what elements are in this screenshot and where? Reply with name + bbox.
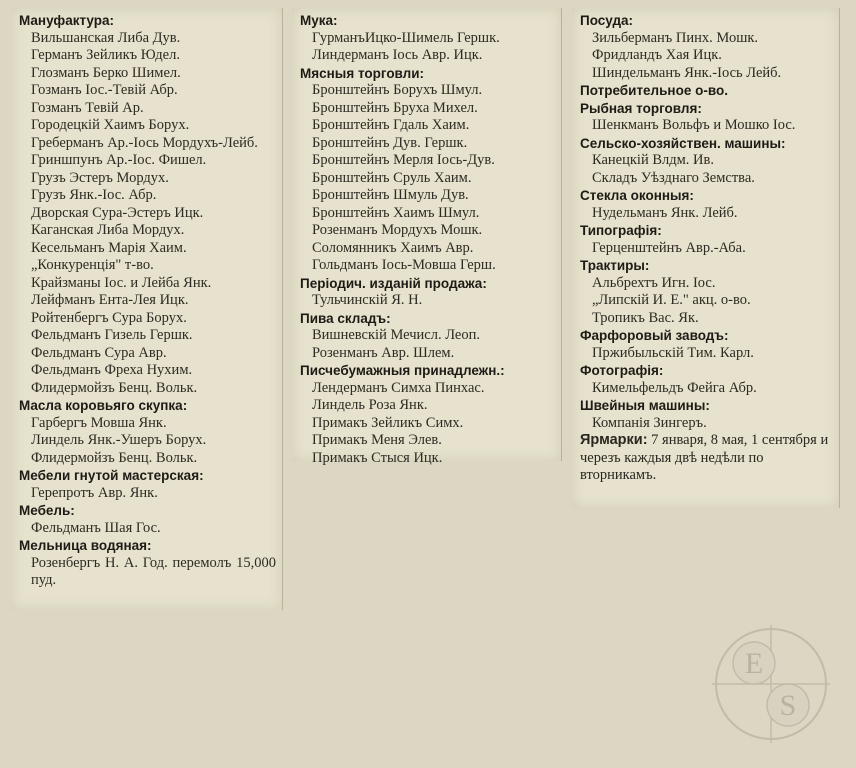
directory-entry: Тропикъ Вас. Як. xyxy=(592,309,699,326)
directory-entry: Герценштейнъ Авр.-Аба. xyxy=(592,239,746,256)
directory-entry: Фельдманъ Сура Авр. xyxy=(31,344,167,361)
directory-entry: „Липскій И. Е." акц. о-во. xyxy=(592,292,751,308)
directory-entry: Тульчинскій Я. Н. xyxy=(312,292,423,308)
directory-entry: Герепротъ Авр. Янк. xyxy=(31,484,158,501)
directory-entry: Канецкій Влдм. Ив. xyxy=(592,152,714,168)
directory-entry: Германъ Зейликъ Юдел. xyxy=(31,47,180,63)
es-seal-watermark xyxy=(712,625,830,743)
directory-entry: ГурманъИцко-Шимель Гершк. xyxy=(312,29,500,46)
directory-entry: Альбрехтъ Игн. Іос. xyxy=(592,274,716,291)
directory-entry: Бронштейнъ Гдаль Хаим. xyxy=(312,117,470,133)
watermark-letter-s: S xyxy=(779,689,797,722)
directory-entry: Глозманъ Берко Шимел. xyxy=(31,64,181,81)
directory-entry: Розенбергъ Н. А. Год. перемолъ 15,000 пуд. xyxy=(31,554,276,588)
directory-entry: Бронштейнъ Хаимъ Шмул. xyxy=(312,204,480,221)
category-heading: Мясныя торговли: xyxy=(300,65,425,81)
directory-entry: Примакъ Стыся Ицк. xyxy=(312,449,443,466)
directory-entry: Кесельманъ Марія Хаим. xyxy=(31,239,187,256)
directory-entry: Компанія Зингеръ. xyxy=(592,414,707,431)
directory-entry: Гольдманъ Іось-Мовша Герш. xyxy=(312,257,496,273)
directory-entry: Греберманъ Ар.-Іось Мордухъ-Лейб. xyxy=(31,134,258,151)
directory-entry: Складъ Уѣзднаго Земства. xyxy=(592,169,755,186)
category-heading: Стекла оконныя: xyxy=(580,188,694,203)
directory-entry: „Конкуренція" т-во. xyxy=(31,257,154,273)
directory-entry: Бронштейнъ Дув. Гершк. xyxy=(312,134,468,151)
directory-entry: Кимельфельдъ Фейга Абр. xyxy=(592,379,757,396)
category-heading: Сельско-хозяйствен. машины: xyxy=(580,135,786,151)
directory-entry: Дворская Сура-Эстеръ Ицк. xyxy=(31,204,204,221)
directory-entry: Линдерманъ Іось Авр. Ицк. xyxy=(312,47,483,63)
directory-entry: Бронштейнъ Шмуль Дув. xyxy=(312,187,469,203)
column-3 xyxy=(572,8,840,508)
directory-entry: Гарбергъ Мовша Янк. xyxy=(31,414,167,431)
category-heading: Пива складъ: xyxy=(300,310,391,326)
category-heading: Фотографія: xyxy=(580,363,664,378)
directory-entry: Флидермойзъ Бенц. Вольк. xyxy=(31,379,198,396)
category-heading: Мебель: xyxy=(19,503,75,518)
directory-entry: Фельдманъ Фреха Нухим. xyxy=(31,362,193,378)
directory-entry: Фельдманъ Гизель Гершк. xyxy=(31,327,193,343)
directory-entry: Фридландъ Хая Ицк. xyxy=(592,47,722,63)
directory-entry: Шенкманъ Вольфъ и Мошко Іос. xyxy=(592,117,796,133)
category-heading: Мельница водяная: xyxy=(19,538,152,553)
directory-entry: Крайзманы Іос. и Лейба Янк. xyxy=(31,274,212,291)
directory-entry: Лендерманъ Симха Пинхас. xyxy=(312,379,485,396)
fairs-label: Ярмарки: xyxy=(580,432,648,448)
category-heading: Мука: xyxy=(300,13,338,28)
directory-entry: Гозманъ Тевій Ар. xyxy=(31,99,144,116)
fairs-text: 7 января, 8 мая, 1 сентября и черезъ каждыя двѣ недѣли по вторникамъ. xyxy=(580,432,829,483)
category-heading: Періодич. изданій продажа: xyxy=(300,275,487,291)
directory-entry: Зильберманъ Пинх. Мошк. xyxy=(592,29,759,46)
watermark-letter-e: E xyxy=(744,647,764,680)
category-heading: Швейныя машины: xyxy=(580,398,710,413)
directory-entry: Грузъ Эстеръ Мордух. xyxy=(31,169,169,186)
column-1 xyxy=(11,8,283,610)
directory-entry: Розенманъ Мордухъ Мошк. xyxy=(312,222,483,238)
directory-entry: Розенманъ Авр. Шлем. xyxy=(312,344,455,361)
directory-entry: Гриншпунъ Ар.-Іос. Фишел. xyxy=(31,152,207,168)
directory-entry: Грузъ Янк.-Іос. Абр. xyxy=(31,187,157,203)
directory-entry: Примакъ Меня Элев. xyxy=(312,432,442,448)
fairs-note xyxy=(580,432,833,485)
directory-entry: Линдель Янк.-Ушеръ Борух. xyxy=(31,432,207,448)
directory-entry: Гозманъ Іос.-Тевій Абр. xyxy=(31,82,178,98)
category-heading: Мануфактура: xyxy=(19,13,115,28)
directory-entry: Вишневскій Мечисл. Леоп. xyxy=(312,327,481,343)
category-heading: Масла коровьяго скупка: xyxy=(19,398,188,413)
directory-entry: Бронштейнъ Сруль Хаим. xyxy=(312,169,472,186)
category-heading: Рыбная торговля: xyxy=(580,100,702,116)
column-2 xyxy=(292,8,562,466)
directory-entry: Соломянникъ Хаимъ Авр. xyxy=(312,239,474,256)
category-heading: Посуда: xyxy=(580,13,634,28)
directory-entry: Фельдманъ Шая Гос. xyxy=(31,519,161,536)
category-heading: Трактиры: xyxy=(580,258,650,273)
directory-entry: Пржибыльскій Тим. Карл. xyxy=(592,344,754,361)
directory-entry: Лейфманъ Ента-Лея Ицк. xyxy=(31,292,189,308)
directory-entry: Ройтенбергъ Сура Борух. xyxy=(31,309,187,326)
directory-entry: Каганская Либа Мордух. xyxy=(31,222,185,238)
category-heading: Типографія: xyxy=(580,223,662,238)
category-heading: Мебели гнутой мастерская: xyxy=(19,468,204,483)
category-heading: Потребительное о-во. xyxy=(580,83,728,98)
directory-entry: Бронштейнъ Мерля Іось-Дув. xyxy=(312,152,495,168)
category-heading: Писчебумажныя принадлежн.: xyxy=(300,363,505,378)
directory-entry: Линдель Роза Янк. xyxy=(312,397,428,413)
directory-entry: Шиндельманъ Янк.-Іось Лейб. xyxy=(592,64,782,81)
category-heading: Фарфоровый заводъ: xyxy=(580,328,729,343)
directory-entry: Бронштейнъ Борухъ Шмул. xyxy=(312,82,483,98)
directory-entry: Вильшанская Либа Дув. xyxy=(31,29,181,46)
directory-entry: Бронштейнъ Бруха Михел. xyxy=(312,99,478,116)
directory-entry: Флидермойзъ Бенц. Вольк. xyxy=(31,449,198,466)
directory-entry: Примакъ Зейликъ Симх. xyxy=(312,414,464,431)
directory-entry: Нудельманъ Янк. Лейб. xyxy=(592,204,738,221)
directory-entry: Городецкій Хаимъ Борух. xyxy=(31,117,190,133)
